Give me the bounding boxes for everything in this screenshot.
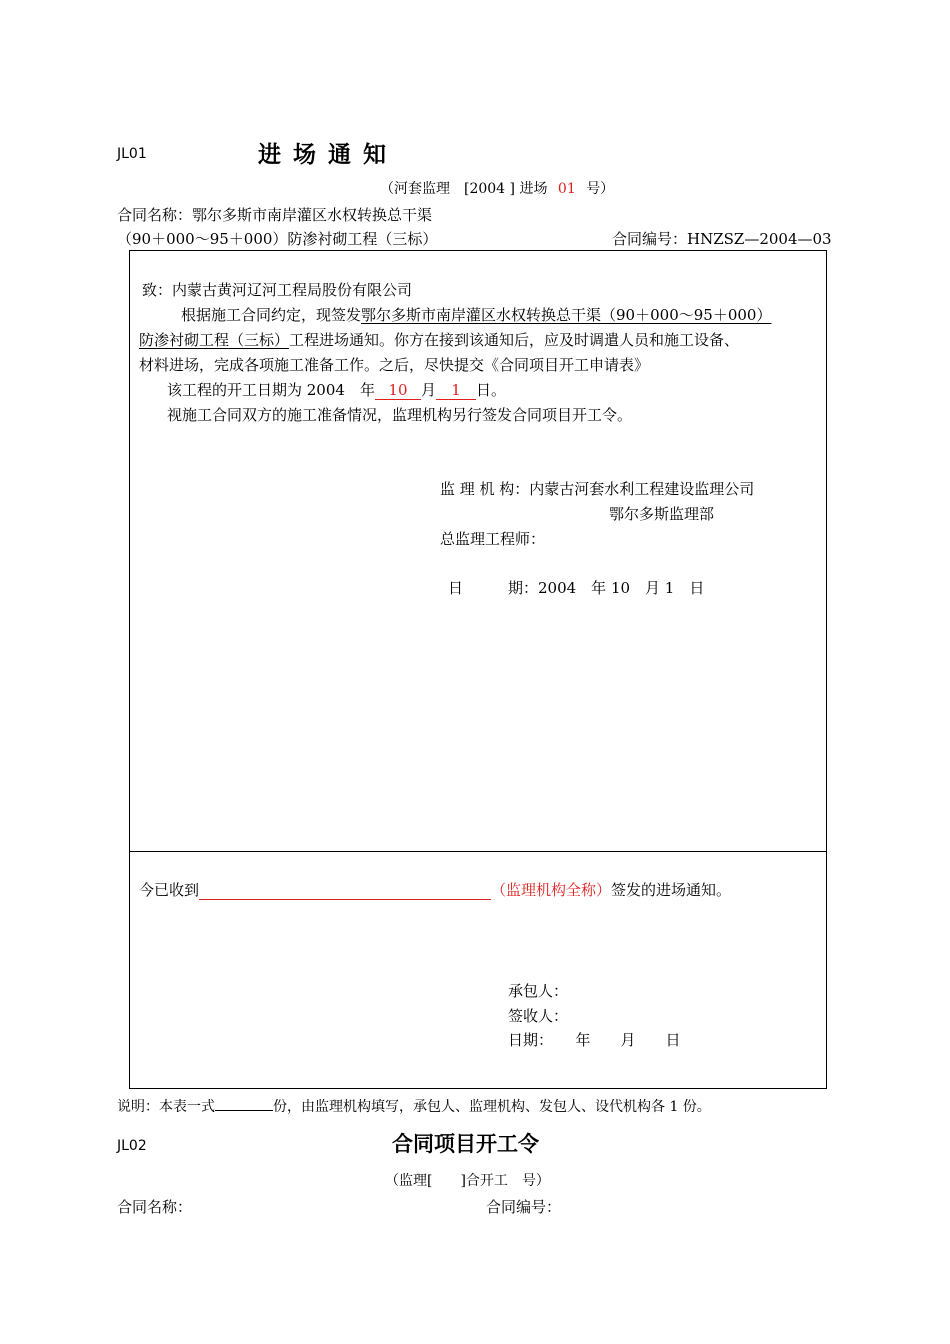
- form2-title: 合同项目开工令: [392, 1132, 539, 1156]
- table-divider: [130, 851, 826, 852]
- contract-name-line2: （90＋000～95＋000）防渗衬砌工程（三标）: [117, 230, 438, 248]
- document-number: （河套监理 [2004 ] 进场 01 号）: [380, 181, 615, 197]
- agency-name-hint: （监理机构全称）: [491, 881, 612, 899]
- supervision-agency-line2: 鄂尔多斯监理部: [609, 505, 715, 523]
- signer-label: 签收人：: [508, 1007, 569, 1025]
- chief-engineer: 总监理工程师：: [440, 530, 546, 548]
- body-line-3: 材料进场，完成各项施工准备工作。之后，尽快提交《合同项目开工申请表》: [139, 356, 650, 374]
- form-note: 说明：本表一式 份，由监理机构填写，承包人、监理机构、发包人、设代机构各 1 份。: [117, 1096, 711, 1116]
- notice-table: [129, 250, 827, 1089]
- start-month: 10: [388, 381, 408, 399]
- body-line-1: 根据施工合同约定，现签发鄂尔多斯市南岸灌区水权转换总干渠（90＋000～95＋000）: [181, 306, 772, 324]
- start-day: 1: [451, 381, 461, 399]
- issue-date: 日 期：2004 年 10 月 1 日: [448, 579, 705, 597]
- contract-number: 合同编号：HNZSZ—2004—03: [612, 230, 832, 248]
- body-line-5: 视施工合同双方的施工准备情况，监理机构另行签发合同项目开工令。: [167, 406, 633, 424]
- contractor-label: 承包人：: [508, 982, 569, 1000]
- project-name-underlined: 鄂尔多斯市南岸灌区水权转换总干渠（90＋000～95＋000）: [361, 306, 772, 324]
- contract-name: 合同名称：鄂尔多斯市南岸灌区水权转换总干渠: [117, 206, 433, 224]
- start-date-line: 该工程的开工日期为 2004 年 10 月 1 日。: [167, 381, 506, 399]
- form2-contract-number: 合同编号：: [486, 1198, 562, 1216]
- receipt-date: 日期： 年 月 日: [508, 1031, 681, 1049]
- form2-contract-name: 合同名称：: [117, 1198, 193, 1216]
- form-code: JL01: [117, 146, 147, 162]
- receipt-line: 今已收到 （监理机构全称）签发的进场通知。: [139, 881, 732, 899]
- addressee: 致：内蒙古黄河辽河工程局股份有限公司: [142, 281, 413, 299]
- document-number-value: 01: [557, 181, 576, 197]
- form-title: 进 场 通 知: [258, 141, 389, 168]
- form2-code: JL02: [117, 1138, 147, 1154]
- body-line-2: 防渗衬砌工程（三标）工程进场通知。你方在接到该通知后，应及时调遣人员和施工设备、: [139, 331, 740, 349]
- agency-name-blank: [199, 883, 491, 900]
- supervision-agency: 监 理 机 构：内蒙古河套水利工程建设监理公司: [440, 480, 755, 498]
- form2-document-number: （监理[ ]合开工 号）: [385, 1173, 550, 1189]
- copies-blank: [215, 1096, 273, 1111]
- project-name-underlined-2: 防渗衬砌工程（三标）: [139, 331, 290, 349]
